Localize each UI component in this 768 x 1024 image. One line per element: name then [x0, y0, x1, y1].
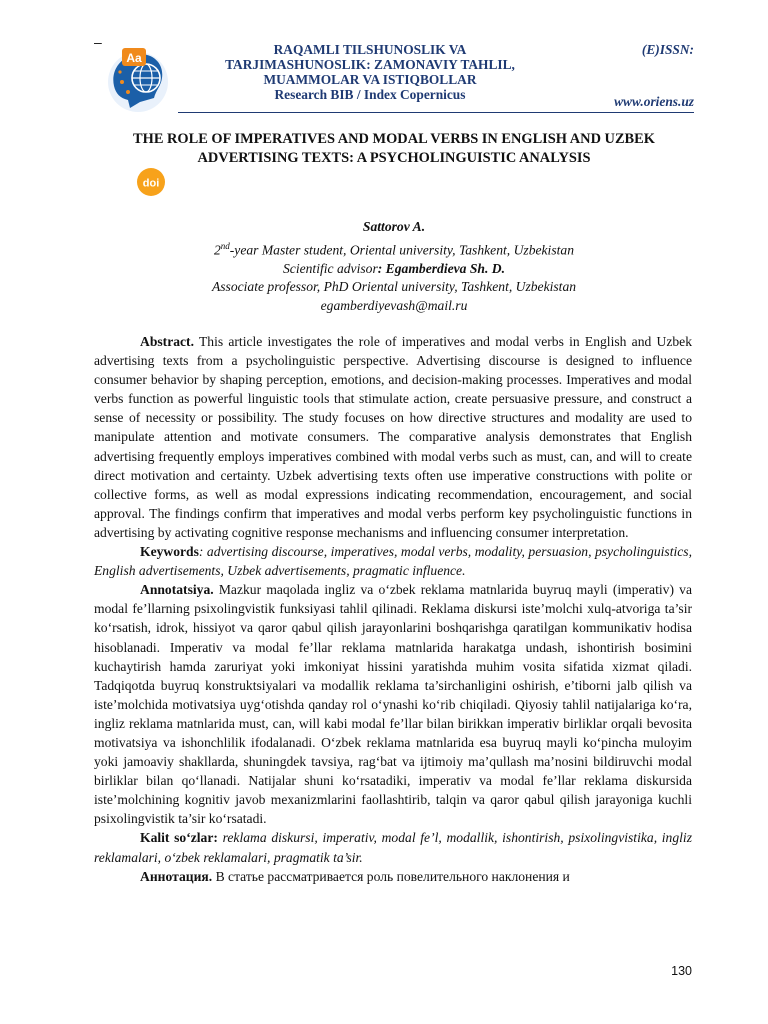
article-title-line1: THE ROLE OF IMPERATIVES AND MODAL VERBS IN ENGLISH AND UZBEK — [133, 131, 655, 147]
article-body — [94, 332, 692, 886]
article-title — [96, 130, 692, 168]
journal-title-line1: RAQAMLI TILSHUNOSLIK VA — [273, 42, 467, 57]
journal-website: www.oriens.uz — [614, 94, 694, 109]
journal-logo-icon — [100, 42, 176, 118]
keywords-label: Keywords — [140, 544, 199, 560]
abstract-label: Abstract. — [140, 334, 194, 349]
doi-label: doi — [142, 177, 160, 190]
kalit-paragraph: Kalit so‘zlar: reklama diskursi, imperativ, modal fe’l, modallik, ishontirish, psixolingvistika, ingliz reklamalari, o‘zbek reklamalari, pragmatik ta’sir. — [94, 830, 692, 865]
annotatsiya-paragraph: Annotatsiya. Mazkur maqolada ingliz va o‘zbek reklama matnlarida buyruq mayli (imperativ) va modal fe’llarning psixolingvistik funksiyasi tahlil qilinadi. Reklama diskursi iste’molchi xulq-atvoriga ta’sir ko‘rsatish, idrok, hissiyot va qaror qabul qilish jarayonlarini boshqarishga qaratilgan kommunikativ hodisa hisoblanadi. Imperativ va modal fe’llar reklama matnlarida harakatga undash, ishontirish bosimini kuchaytirish hamda zaruriyat yoki imkoniyat hissini yaratishda muhim vosita sifatida xizmat qiladi. Tadqiqotda buyruq konstruktsiyalari va modallik reklama ta’sirchanligini oshirish, e’tiborni jalb qilish va iste’molchida motivatsiya uyg‘otishda qanday rol o‘ynashi ko‘rib chiqiladi. Qiyosiy tahlil natijalariga ko‘ra, ingliz reklama matnlarida must, can, will kabi modal fe’llar bilan birikkan imperativ birliklar orqali bevosita motivatsiya va ishonchlilik ifodalanadi. O‘zbek reklama matnlarida esa buyruq mayli ko‘pincha muloyim yoki jamoaviy shakllarda, shuningdek tavsiya, rag‘bat va ijtimoiy ma’qullash ma’nosini bildiruvchi modal birliklar bilan qo‘llanadi. Natijalar shuni ko‘rsatadiki, imperativ va modal fe’llar reklama diskursida iste’molchining kognitiv javob mexanizmlarini faollashtirib, talqin va qaror qabul qilish jarayoniga kuchli psixolingvistik ta’sir ko‘rsatadi. — [94, 582, 692, 827]
author-position: 2nd-year Master student, Oriental university, Tashkent, Uzbekistan — [213, 240, 574, 258]
page-number: 130 — [671, 964, 692, 978]
journal-title-line3: MUAMMOLAR VA ISTIQBOLLAR — [263, 72, 477, 87]
annotatsiya-ru-paragraph: Аннотация. В статье рассматривается роль повелительного наклонения и — [140, 868, 570, 884]
scientific-advisor: Scientific advisor: Egamberdieva Sh. D. — [282, 260, 506, 276]
keywords-paragraph: Keywords: advertising discourse, imperatives, modal verbs, modality, persuasion, psycholinguistics, English advertisements, Uzbek advertisements, pragmatic influence. — [94, 544, 692, 579]
journal-title — [190, 42, 550, 102]
kalit-label: Kalit so‘zlar: — [140, 830, 218, 846]
advisor-position: Associate professor, PhD Oriental university, Tashkent, Uzbekistan — [211, 279, 577, 295]
issn-label: (E)ISSN: — [641, 42, 694, 57]
annotatsiya-ru-label: Аннотация. — [140, 868, 213, 884]
author-block — [96, 218, 692, 316]
article-title-line2: ADVERTISING TEXTS: A PSYCHOLINGUISTIC ANALYSIS — [197, 150, 591, 166]
author-name: Sattorov A. — [362, 219, 426, 234]
doi-icon[interactable] — [136, 167, 166, 197]
author-email[interactable]: egamberdiyevash@mail.ru — [320, 297, 468, 313]
header-dash: – — [94, 34, 102, 50]
journal-title-line2: TARJIMASHUNOSLIK: ZAMONAVIY TAHLIL, — [225, 57, 515, 72]
header-rule — [178, 112, 694, 113]
logo-label: Aa — [126, 51, 142, 65]
annotatsiya-label: Annotatsiya. — [140, 582, 214, 598]
abstract-paragraph: Abstract. This article investigates the role of imperatives and modal verbs in English and Uzbek advertising texts from a psycholinguistic perspective. Advertising discourse is designed to influence consumer behavior by shaping perception, emotions, and decision-making processes. Imperatives and modal verbs function as powerful linguistic tools that stimulate action, create persuasive pressure, and construct a sense of necessity or possibility. The study focuses on how directive structures and modality are used to manipulate attention and motivate consumers. The comparative analysis demonstrates that English advertising frequently employs imperatives combined with modal verbs such as must, can, and will to create direct motivation and certainty. Uzbek advertising texts often use imperative constructions with polite or collective forms, as well as modal expressions indicating recommendation, encouragement, and social approval. The findings confirm that imperatives and modal verbs perform key psycholinguistic functions in advertising by activating cognitive response mechanisms and influencing consumer interpretation. — [94, 334, 692, 540]
advisor-name: Egamberdieva Sh. D. — [382, 260, 506, 276]
journal-indexing: Research BIB / Index Copernicus — [274, 87, 466, 102]
